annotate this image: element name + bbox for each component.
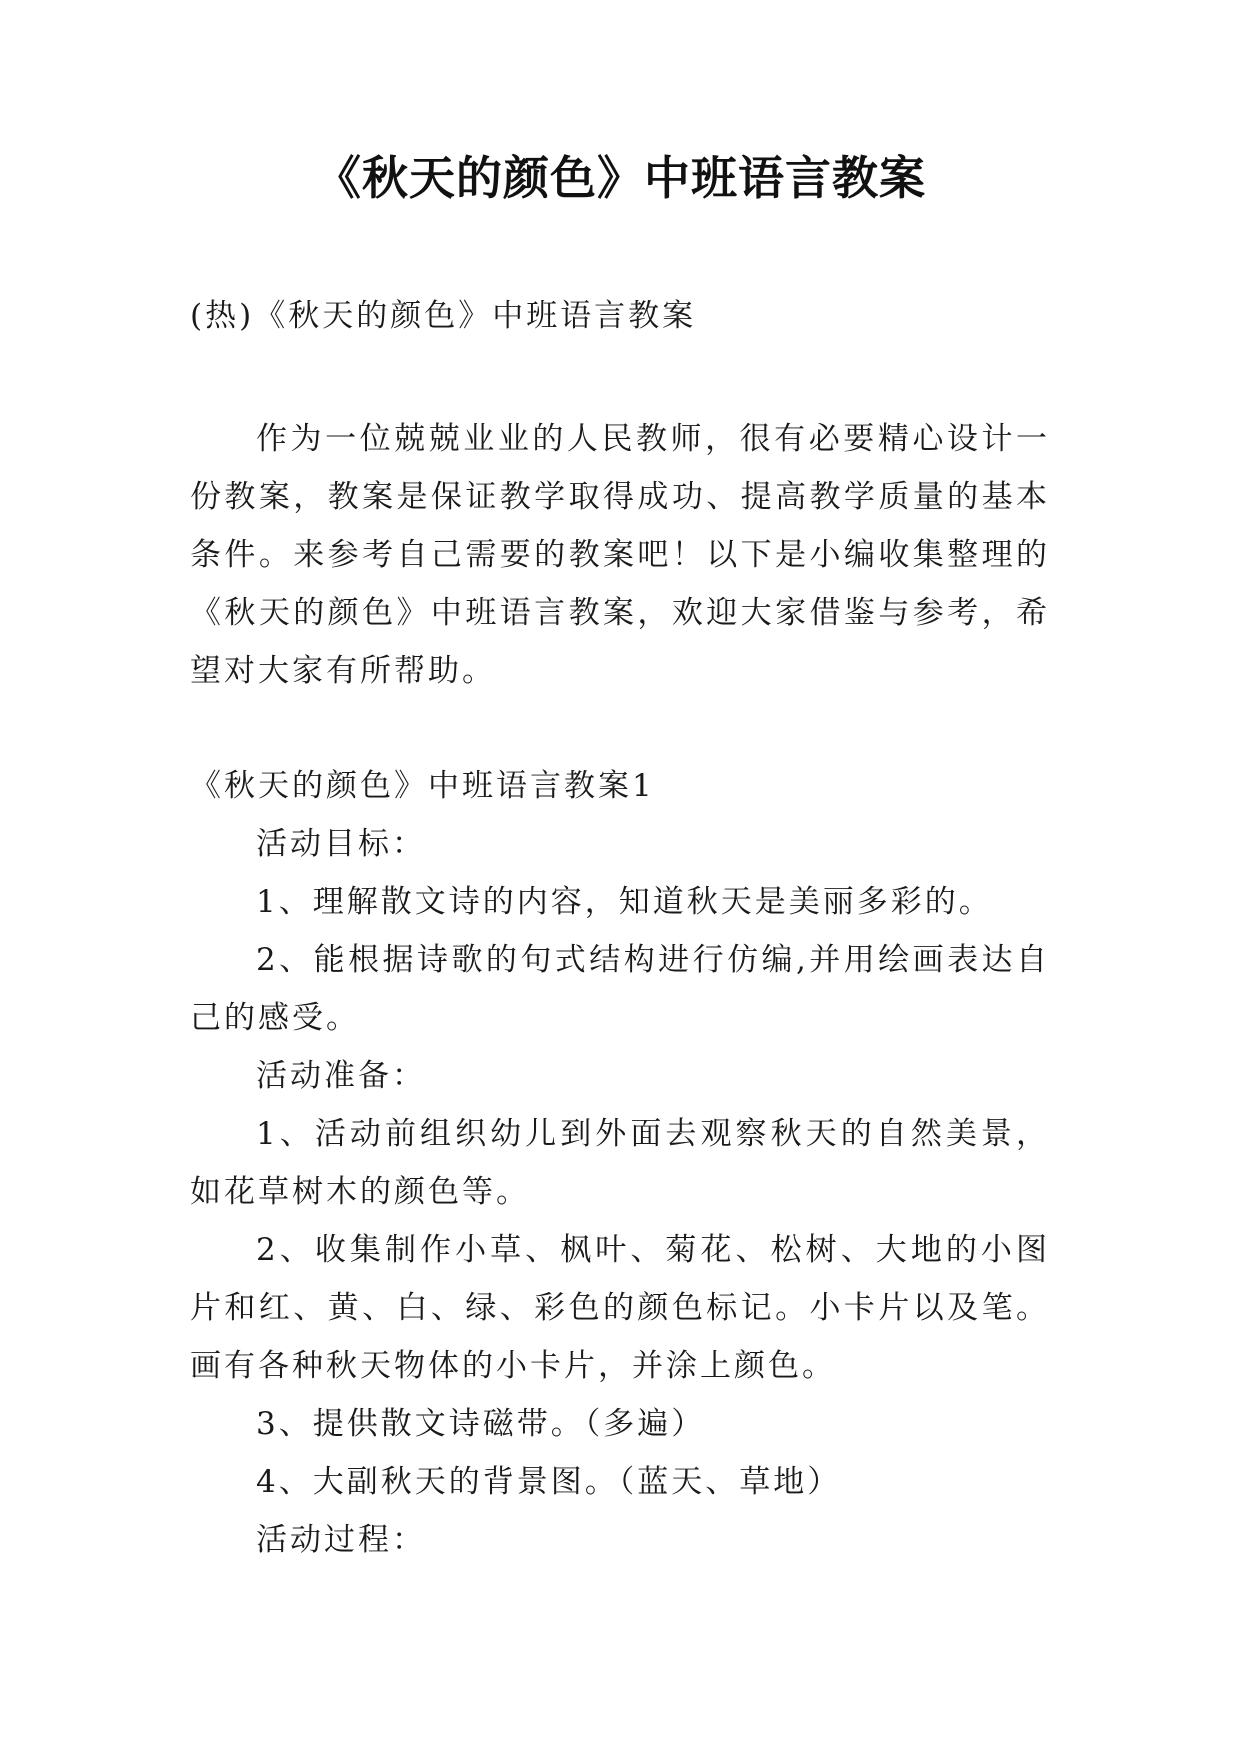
section-heading: 《秋天的颜色》中班语言教案1 bbox=[190, 768, 655, 804]
prep-item-2: 2、收集制作小草、枫叶、菊花、松树、大地的小图片和红、黄、白、绿、彩色的颜色标记。小卡片以及笔。画有各种秋天物体的小卡片，并涂上颜色。 bbox=[190, 1232, 1050, 1384]
document-title: 《秋天的颜色》中班语言教案 bbox=[315, 151, 926, 205]
intro-paragraph: 作为一位兢兢业业的人民教师，很有必要精心设计一份教案，教案是保证教学取得成功、提高教学质量的基本条件。来参考自己需要的教案吧！以下是小编收集整理的《秋天的颜色》中班语言教案，欢迎大家借鉴与参考，希望对大家有所帮助。 bbox=[190, 421, 1050, 689]
prep-item-3: 3、提供散文诗磁带。（多遍） bbox=[256, 1406, 706, 1442]
prep-label: 活动准备： bbox=[256, 1058, 426, 1094]
goal-item-1: 1、理解散文诗的内容，知道秋天是美丽多彩的。 bbox=[256, 884, 993, 920]
prep-item-1: 1、活动前组织幼儿到外面去观察秋天的自然美景，如花草树木的颜色等。 bbox=[190, 1116, 1050, 1210]
goal-item-2: 2、能根据诗歌的句式结构进行仿编,并用绘画表达自己的感受。 bbox=[190, 942, 1050, 1036]
lesson-section-1 bbox=[190, 757, 1050, 1569]
prep-item-4: 4、大副秋天的背景图。（蓝天、草地） bbox=[256, 1464, 842, 1500]
process-label: 活动过程： bbox=[256, 1522, 426, 1558]
goals-label: 活动目标： bbox=[256, 826, 426, 862]
document-subtitle: (热)《秋天的颜色》中班语言教案 bbox=[190, 298, 697, 334]
